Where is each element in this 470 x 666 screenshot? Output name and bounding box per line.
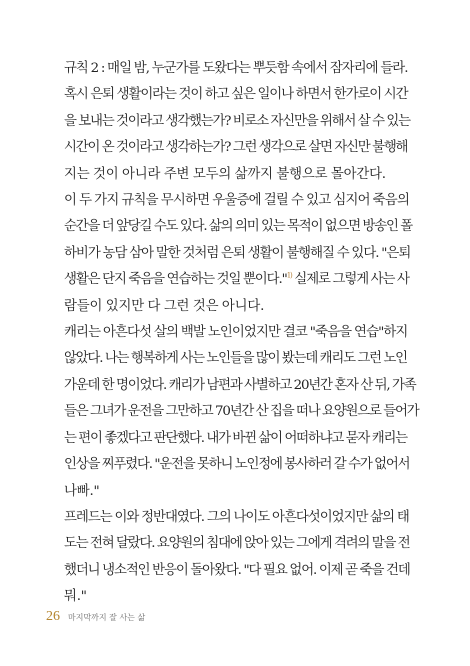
text-line: 이 두 가지 규칙을 무시하면 우울증에 걸릴 수 있고 심지어 죽음의 <box>64 193 410 209</box>
running-title: 마지막까지 잘 사는 삶 <box>68 613 146 622</box>
carrie-paragraph <box>50 320 419 505</box>
text-line: 혹시 은퇴 생활이라는 것이 하고 싶은 일이나 하면서 한가로이 시간 <box>64 87 408 103</box>
quote-text: 생활은 단지 죽음을 연습하는 것일 뿐이다." <box>64 272 287 288</box>
text-line: 들은 그녀가 운전을 그만하고 70년간 산 집을 떠나 요양원으로 들어가 <box>64 404 419 420</box>
footnote-reference: 1) <box>286 271 292 280</box>
quote-tail-text: 실제로 그렇게 사는 사 <box>291 272 409 288</box>
text-line: 을 보내는 것이라고 생각했는가? 비로소 자신만을 위해서 살 수 있는 <box>64 113 410 129</box>
page-number: 26 <box>46 609 60 624</box>
text-line: 규칙 2 : 매일 밤, 누군가를 도왔다는 뿌듯함 속에서 잠자리에 들라. <box>64 61 408 76</box>
rules-ignored-paragraph <box>50 188 413 320</box>
text-line: 는 편이 좋겠다고 판단했다. 내가 바뀐 삶이 어떠하냐고 묻자 캐리는 <box>64 430 407 446</box>
text-line: 지는 것이 아니라 주변 모두의 삶까지 불행으로 몰아간다. <box>64 166 386 182</box>
text-line: 인상을 찌푸렸다. "운전을 못하니 노인정에 봉사하러 갈 수가 없어서 <box>64 457 410 473</box>
retirement-question-paragraph <box>50 82 410 188</box>
text-line: 하비가 농담 삼아 말한 것처럼 은퇴 생활이 불행해질 수 있다. "은퇴 <box>64 245 411 261</box>
rule-paragraph <box>50 56 410 82</box>
text-line: 프레드는 이와 정반대였다. 그의 나이도 아흔다섯이었지만 삶의 태 <box>64 509 409 525</box>
text-line: 가운데 한 명이었다. 캐리가 남편과 사별하고 20년간 혼자 산 뒤, 가족 <box>64 377 416 393</box>
text-line: 순간을 더 앞당길 수도 있다. 삶의 의미 있는 목적이 없으면 방송인 폴 <box>64 219 413 235</box>
body-text <box>50 56 419 611</box>
text-line: 뭐." <box>64 589 87 605</box>
page-footer <box>46 609 145 625</box>
text-line: 도는 전혀 달랐다. 요양원의 침대에 앉아 있는 그에게 격려의 말을 전 <box>64 536 410 552</box>
text-line: 했더니 냉소적인 반응이 돌아왔다. "다 필요 없어. 이제 곧 죽을 건데 <box>64 562 410 578</box>
text-line: 캐리는 아흔다섯 살의 백발 노인이었지만 결코 "죽음을 연습"하지 <box>64 325 408 341</box>
text-line <box>50 267 410 293</box>
text-line: 나빠." <box>64 483 100 499</box>
text-line: 않았다. 나는 행복하게 사는 노인들을 많이 봤는데 캐리도 그런 노인 <box>64 351 407 367</box>
text-line: 람들이 있지만 다 그런 것은 아니다. <box>64 298 265 314</box>
text-line: 시간이 온 것이라고 생각하는가? 그런 생각으로 살면 자신만 불행해 <box>64 140 408 156</box>
fred-paragraph <box>50 505 410 611</box>
